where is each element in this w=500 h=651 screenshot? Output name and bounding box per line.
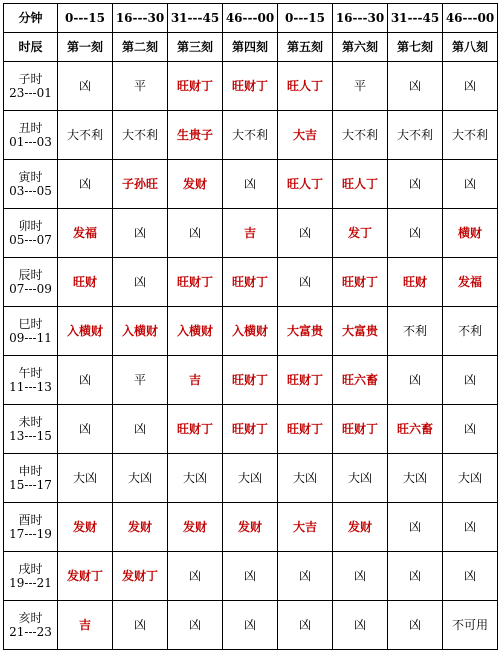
fortune-cell: 大凶: [58, 454, 113, 503]
fortune-cell: 旺六畜: [388, 405, 443, 454]
fortune-cell: 发福: [58, 209, 113, 258]
fortune-cell: 旺财丁: [168, 62, 223, 111]
fortune-cell: 凶: [223, 552, 278, 601]
shichen-hour-range: 13---15: [9, 429, 52, 443]
fortune-cell: 凶: [333, 601, 388, 650]
shichen-hour-range: 11---13: [9, 380, 52, 394]
shichen-hour-range: 03---05: [9, 184, 52, 198]
fortune-cell: 不利: [443, 307, 498, 356]
fortune-cell: 旺财丁: [278, 405, 333, 454]
fortune-cell: 发财丁: [58, 552, 113, 601]
fortune-cell: 平: [113, 62, 168, 111]
shichen-row: [4, 258, 498, 307]
shichen-label-cell: [4, 307, 58, 356]
shichen-hour-range: 05---07: [9, 233, 52, 247]
fortune-cell: 凶: [223, 160, 278, 209]
shichen-name: 辰时: [18, 268, 43, 282]
shichen-name: 戌时: [18, 562, 43, 576]
ke-header: 第七刻: [388, 33, 443, 62]
fortune-cell: 平: [113, 356, 168, 405]
fortune-cell: 大凶: [223, 454, 278, 503]
shichen-label-cell: [4, 601, 58, 650]
fortune-cell: 凶: [113, 258, 168, 307]
shichen-hour-range: 07---09: [9, 282, 52, 296]
ke-header: 第六刻: [333, 33, 388, 62]
shichen-name: 未时: [18, 415, 43, 429]
fortune-cell: 旺财丁: [168, 405, 223, 454]
shichen-label-cell: [4, 454, 58, 503]
fortune-cell: 凶: [58, 160, 113, 209]
fortune-cell: 入横财: [58, 307, 113, 356]
fortune-cell: 大凶: [388, 454, 443, 503]
shichen-hour-range: 21---23: [9, 625, 52, 639]
fortune-cell: 大不利: [223, 111, 278, 160]
fortune-cell: 大富贵: [333, 307, 388, 356]
shichen-hour-range: 15---17: [9, 478, 52, 492]
shichen-label-cell: [4, 258, 58, 307]
shichen-name: 酉时: [18, 513, 43, 527]
fortune-cell: 大不利: [388, 111, 443, 160]
fortune-cell: 旺人丁: [278, 160, 333, 209]
shichen-row: [4, 307, 498, 356]
fortune-cell: 旺财丁: [223, 62, 278, 111]
fortune-cell: 旺财丁: [333, 258, 388, 307]
fortune-cell: 发财: [168, 160, 223, 209]
fortune-cell: 凶: [58, 356, 113, 405]
shichen-name: 申时: [18, 464, 43, 478]
minute-range-header: 31---45: [388, 4, 443, 33]
fortune-cell: 旺财丁: [278, 356, 333, 405]
shichen-hour-range: 09---11: [9, 331, 52, 345]
fortune-cell: 不利: [388, 307, 443, 356]
shichen-label-cell: [4, 111, 58, 160]
shichen-row: [4, 111, 498, 160]
shichen-hour-range: 17---19: [9, 527, 52, 541]
fortune-cell: 子孙旺: [113, 160, 168, 209]
fortune-cell: 凶: [388, 552, 443, 601]
shichen-row: [4, 356, 498, 405]
fortune-cell: 大不利: [113, 111, 168, 160]
shichen-row: [4, 209, 498, 258]
fortune-cell: 凶: [388, 356, 443, 405]
fortune-cell: 凶: [113, 209, 168, 258]
ke-header: 第八刻: [443, 33, 498, 62]
fortune-cell: 凶: [388, 503, 443, 552]
shichen-row: [4, 454, 498, 503]
shichen-label-cell: [4, 503, 58, 552]
fortune-cell: 大吉: [278, 503, 333, 552]
shichen-row: [4, 62, 498, 111]
fortune-cell: 旺人丁: [333, 160, 388, 209]
fortune-cell: 旺财丁: [333, 405, 388, 454]
minute-range-header: 0---15: [58, 4, 113, 33]
fortune-cell: 吉: [58, 601, 113, 650]
fortune-cell: 凶: [168, 209, 223, 258]
shichen-name: 卯时: [18, 219, 43, 233]
fortune-cell: 凶: [443, 503, 498, 552]
ke-header: 第二刻: [113, 33, 168, 62]
shichen-corner-label: 时辰: [4, 33, 58, 62]
shichen-hour-range: 19---21: [9, 576, 52, 590]
fortune-cell: 凶: [168, 601, 223, 650]
ke-header: 第一刻: [58, 33, 113, 62]
shichen-row: [4, 552, 498, 601]
fortune-cell: 凶: [443, 356, 498, 405]
minute-range-header: 46---00: [223, 4, 278, 33]
fortune-cell: 旺财: [388, 258, 443, 307]
shichen-label-cell: [4, 160, 58, 209]
fortune-cell: 凶: [278, 209, 333, 258]
fortune-cell: 凶: [223, 601, 278, 650]
fortune-cell: 入横财: [113, 307, 168, 356]
fortune-cell: 大不利: [443, 111, 498, 160]
fortune-cell: 凶: [443, 62, 498, 111]
fortune-cell: 平: [333, 62, 388, 111]
fortune-cell: 旺财: [58, 258, 113, 307]
ke-header: 第五刻: [278, 33, 333, 62]
fortune-cell: 发财: [333, 503, 388, 552]
shichen-name: 亥时: [18, 611, 43, 625]
fortune-cell: 凶: [278, 552, 333, 601]
fortune-cell: 凶: [113, 601, 168, 650]
fortune-cell: 大凶: [278, 454, 333, 503]
fortune-cell: 大不利: [333, 111, 388, 160]
minutes-corner-label: 分钟: [4, 4, 58, 33]
fortune-cell: 凶: [388, 160, 443, 209]
minute-range-header: 0---15: [278, 4, 333, 33]
minute-range-header: 31---45: [168, 4, 223, 33]
shichen-row: [4, 405, 498, 454]
fortune-cell: 吉: [168, 356, 223, 405]
shichen-name: 巳时: [18, 317, 43, 331]
fortune-cell: 凶: [388, 601, 443, 650]
fortune-cell: 旺人丁: [278, 62, 333, 111]
fortune-cell: 发财: [113, 503, 168, 552]
fortune-cell: 不可用: [443, 601, 498, 650]
minute-range-header: 16---30: [113, 4, 168, 33]
ke-header: 第四刻: [223, 33, 278, 62]
shichen-label-cell: [4, 209, 58, 258]
fortune-cell: 凶: [443, 160, 498, 209]
fortune-cell: 大不利: [58, 111, 113, 160]
fortune-cell: 凶: [443, 552, 498, 601]
shichen-row: [4, 503, 498, 552]
fortune-cell: 凶: [333, 552, 388, 601]
shichen-name: 丑时: [18, 121, 43, 135]
fortune-cell: 生贵子: [168, 111, 223, 160]
fortune-cell: 凶: [113, 405, 168, 454]
shichen-label-cell: [4, 356, 58, 405]
shichen-label-cell: [4, 552, 58, 601]
fortune-cell: 入横财: [223, 307, 278, 356]
fortune-cell: 大凶: [443, 454, 498, 503]
fortune-cell: 凶: [278, 601, 333, 650]
fortune-time-table: [3, 3, 498, 650]
shichen-name: 寅时: [18, 170, 43, 184]
fortune-cell: 旺财丁: [168, 258, 223, 307]
fortune-cell: 发财: [58, 503, 113, 552]
shichen-row: [4, 601, 498, 650]
fortune-cell: 大凶: [113, 454, 168, 503]
shichen-name: 午时: [18, 366, 43, 380]
fortune-cell: 旺财丁: [223, 356, 278, 405]
fortune-cell: 凶: [388, 62, 443, 111]
minutes-header-row: [4, 4, 498, 33]
fortune-cell: 吉: [223, 209, 278, 258]
fortune-cell: 入横财: [168, 307, 223, 356]
fortune-cell: 旺财丁: [223, 405, 278, 454]
shichen-label-cell: [4, 62, 58, 111]
shichen-row: [4, 160, 498, 209]
fortune-cell: 大凶: [333, 454, 388, 503]
minute-range-header: 16---30: [333, 4, 388, 33]
shichen-label-cell: [4, 405, 58, 454]
fortune-cell: 发福: [443, 258, 498, 307]
fortune-cell: 凶: [58, 405, 113, 454]
fortune-cell: 发财: [223, 503, 278, 552]
fortune-cell: 凶: [388, 209, 443, 258]
shichen-hour-range: 01---03: [9, 135, 52, 149]
fortune-cell: 发丁: [333, 209, 388, 258]
fortune-cell: 大吉: [278, 111, 333, 160]
ke-header-row: [4, 33, 498, 62]
fortune-cell: 横财: [443, 209, 498, 258]
fortune-cell: 发财: [168, 503, 223, 552]
fortune-cell: 旺财丁: [223, 258, 278, 307]
ke-header: 第三刻: [168, 33, 223, 62]
minute-range-header: 46---00: [443, 4, 498, 33]
shichen-name: 子时: [18, 72, 43, 86]
fortune-cell: 凶: [58, 62, 113, 111]
fortune-cell: 大凶: [168, 454, 223, 503]
fortune-cell: 发财丁: [113, 552, 168, 601]
shichen-hour-range: 23---01: [9, 86, 52, 100]
fortune-cell: 旺六畜: [333, 356, 388, 405]
fortune-cell: 大富贵: [278, 307, 333, 356]
fortune-cell: 凶: [168, 552, 223, 601]
fortune-cell: 凶: [443, 405, 498, 454]
fortune-cell: 凶: [278, 258, 333, 307]
